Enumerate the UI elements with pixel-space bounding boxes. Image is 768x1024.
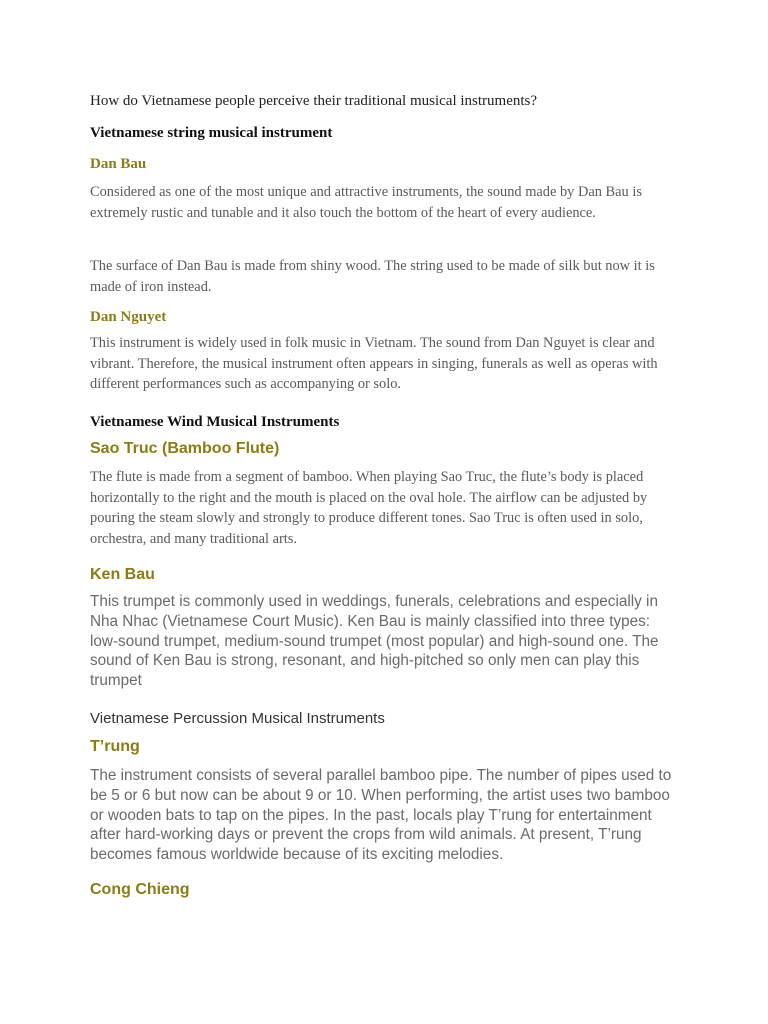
- sao-truc-title: Sao Truc (Bamboo Flute): [90, 440, 280, 457]
- trung-paragraph: The instrument consists of several parallel bamboo pipe. The number of pipes used to be 5 or 6 but now can be about 9 or 10. When performing, the artist uses two bamboo or wooden bats to tap on the pipes. In the past, locals play T’rung for entertainment after hard-working days or prevent the crops from wild animals. At present, T’rung becomes famous worldwide because of its exciting melodies.: [90, 767, 672, 864]
- sao-truc-paragraph: The flute is made from a segment of bamboo. When playing Sao Truc, the flute’s body is placed horizontally to the right and the mouth is placed on the oval hole. The airflow can be adjusted by pouring the steam slowly and strongly to produce different tones. Sao Truc is often used in solo, orchestra, and many traditional arts.: [90, 469, 648, 547]
- string-section-heading: Vietnamese string musical instrument: [90, 125, 333, 141]
- wind-section-heading: Vietnamese Wind Musical Instruments: [90, 414, 340, 430]
- trung-title: T’rung: [90, 738, 140, 755]
- cong-chieng-title: Cong Chieng: [90, 881, 190, 898]
- question-heading: How do Vietnamese people perceive their traditional musical instruments?: [90, 93, 538, 109]
- ken-bau-paragraph: This trumpet is commonly used in weddings, funerals, celebrations and especially in Nha Nhac (Vietnamese Court Music). Ken Bau is mainly classified into three types: low-sound trumpet, medium-sound trumpet (most popular) and high-sound one. The sound of Ken Bau is strong, resonant, and high-pitched so only men can play this trumpet: [90, 593, 659, 690]
- percussion-section-heading: Vietnamese Percussion Musical Instruments: [90, 710, 385, 727]
- ken-bau-title: Ken Bau: [90, 566, 155, 583]
- dan-bau-paragraph-2: The surface of Dan Bau is made from shiny wood. The string used to be made of silk but now it is made of iron instead.: [90, 258, 655, 295]
- dan-bau-paragraph-1: Considered as one of the most unique and attractive instruments, the sound made by Dan Bau is extremely rustic and tunable and it also touch the bottom of the heart of every audience.: [90, 184, 642, 221]
- dan-nguyet-title: Dan Nguyet: [90, 309, 167, 325]
- dan-bau-title: Dan Bau: [90, 156, 147, 172]
- dan-nguyet-paragraph: This instrument is widely used in folk music in Vietnam. The sound from Dan Nguyet is clear and vibrant. Therefore, the musical instrument often appears in singing, funerals as well as operas with different performances such as accompanying or solo.: [90, 335, 658, 392]
